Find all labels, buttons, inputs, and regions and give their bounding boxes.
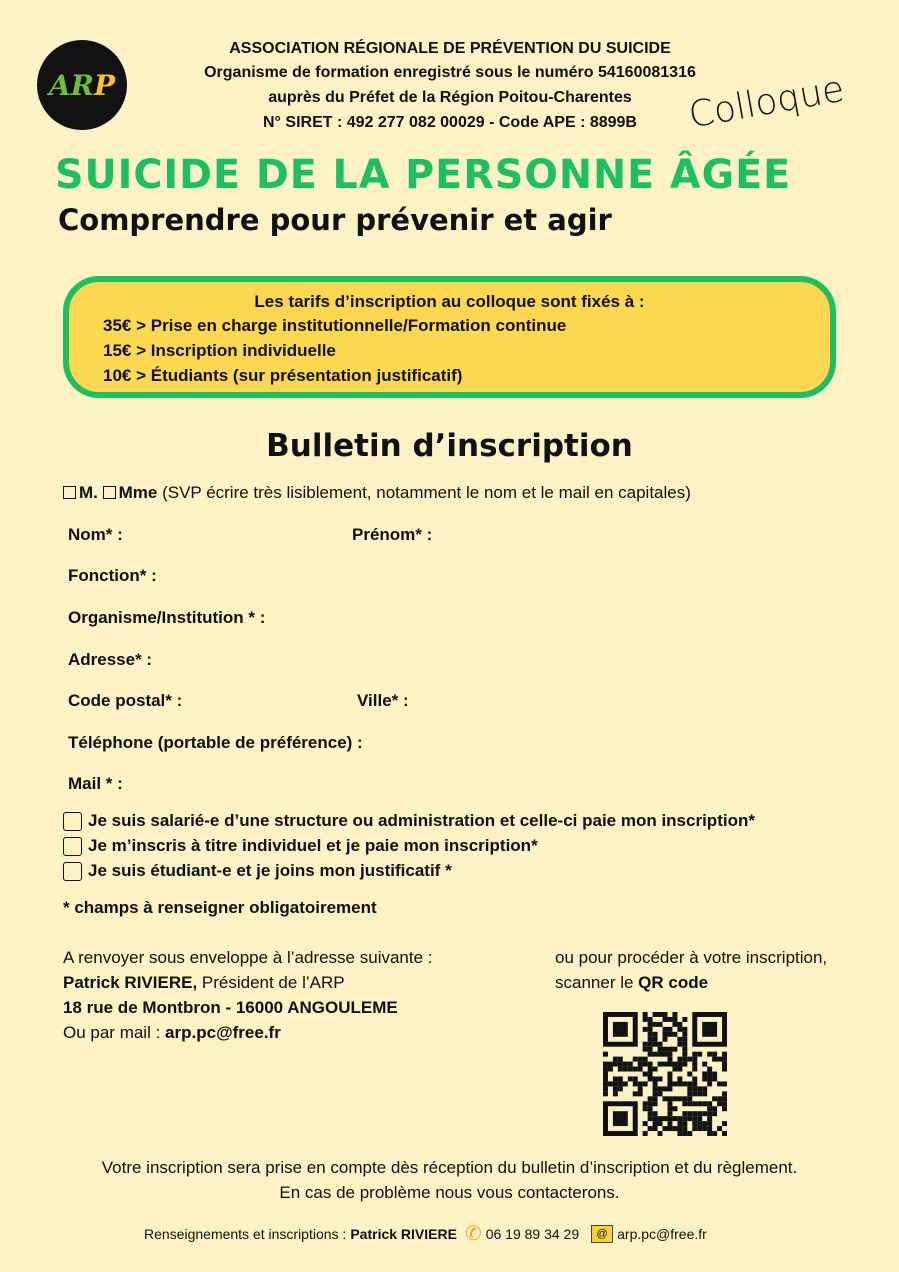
mail-link[interactable]: arp.pc@free.fr	[165, 1023, 281, 1042]
president-name: Patrick RIVIERE,	[63, 973, 198, 992]
telephone-input[interactable]	[402, 732, 782, 754]
send-address: 18 rue de Montbron - 16000 ANGOULEME	[63, 998, 398, 1017]
label-prenom: Prénom* :	[352, 525, 433, 544]
option-etudiant	[63, 861, 452, 881]
contact-name: Patrick RIVIERE	[350, 1225, 457, 1242]
send-intro: A renvoyer sous enveloppe à l’adresse suivante :	[63, 948, 433, 967]
page-subtitle: Comprendre pour prévenir et agir	[58, 203, 612, 237]
nom-input[interactable]	[140, 524, 340, 546]
president-role: Président de l’ARP	[197, 973, 345, 992]
checkbox-mme[interactable]	[103, 486, 116, 499]
prenom-input[interactable]	[448, 524, 648, 546]
option-label: Je suis salarié-e d’une structure ou administration et celle-ci paie mon inscription*	[88, 811, 755, 830]
checkbox-individuel[interactable]	[63, 837, 82, 856]
tarifs-intro: Les tarifs d’inscription au colloque sont fixés à :	[254, 292, 645, 311]
send-name	[63, 973, 345, 993]
qr-line-1: ou pour procéder à votre inscription,	[555, 948, 828, 967]
form-heading: Bulletin d’inscription	[266, 428, 633, 464]
contact-prefix: Renseignements et inscriptions :	[144, 1225, 347, 1242]
label-organisme: Organisme/Institution * :	[68, 608, 266, 627]
label-telephone: Téléphone (portable de préférence) :	[68, 733, 363, 752]
checkbox-etudiant[interactable]	[63, 862, 82, 881]
label-adresse: Adresse* :	[68, 650, 153, 669]
civility-note: (SVP écrire très lisiblement, notamment le nom et le mail en capitales)	[162, 483, 691, 502]
contact-email[interactable]: arp.pc@free.fr	[617, 1225, 707, 1242]
option-label: Je suis étudiant-e et je joins mon justificatif *	[88, 861, 452, 880]
qr-prefix: scanner le	[555, 973, 639, 992]
required-note: * champs à renseigner obligatoirement	[63, 898, 377, 917]
ville-input[interactable]	[420, 690, 800, 712]
option-label: Je m’inscris à titre individuel et je paie mon inscription*	[88, 836, 538, 855]
label-nom: Nom* :	[68, 525, 123, 544]
code-postal-input[interactable]	[200, 690, 350, 712]
label-ville: Ville* :	[357, 691, 409, 710]
civility-row	[63, 483, 691, 503]
email-icon: @	[591, 1225, 613, 1243]
phone-icon: ✆	[464, 1223, 482, 1245]
tarif-item: 35€ > Prise en charge institutionnelle/Formation continue	[103, 316, 567, 335]
option-individuel	[63, 836, 538, 856]
header-line-1: ASSOCIATION RÉGIONALE DE PRÉVENTION DU SUICIDE	[229, 40, 671, 57]
tarifs-box	[63, 276, 836, 398]
label-fonction: Fonction* :	[68, 566, 157, 585]
qr-bold: QR code	[638, 973, 709, 992]
header-line-3: auprès du Préfet de la Région Poitou-Charentes	[268, 89, 632, 106]
checkbox-salarie[interactable]	[63, 812, 82, 831]
tarif-item: 10€ > Étudiants (sur présentation justificatif)	[103, 366, 463, 385]
header-line-2: Organisme de formation enregistré sous le numéro 54160081316	[204, 64, 696, 81]
organisme-input[interactable]	[300, 607, 800, 629]
adresse-input[interactable]	[165, 649, 765, 671]
qr-code[interactable]	[603, 1012, 727, 1136]
arp-logo: ARP	[37, 40, 127, 130]
label-mme: Mme	[118, 483, 158, 502]
label-m: M.	[79, 483, 98, 502]
mail-prefix: Ou par mail :	[63, 1023, 166, 1042]
colloque-label: Colloque	[685, 68, 848, 137]
fonction-input[interactable]	[175, 565, 775, 587]
label-mail: Mail * :	[68, 774, 123, 793]
send-mail	[63, 1023, 281, 1043]
footer-line-2: En cas de problème nous vous contacterons.	[279, 1183, 620, 1202]
checkbox-m[interactable]	[63, 486, 76, 499]
tarif-item: 15€ > Inscription individuelle	[103, 341, 336, 360]
qr-line-2	[555, 973, 708, 993]
header-line-4: N° SIRET : 492 277 082 00029 - Code APE : 8899B	[263, 114, 637, 131]
mail-input[interactable]	[140, 773, 740, 795]
option-salarie	[63, 811, 755, 831]
footer-contact	[144, 1221, 707, 1246]
footer-line-1: Votre inscription sera prise en compte dès réception du bulletin d’inscription et du règlement.	[101, 1158, 798, 1177]
contact-phone[interactable]: 06 19 89 34 29	[485, 1225, 580, 1242]
label-code-postal: Code postal* :	[68, 691, 183, 710]
page-title: SUICIDE DE LA PERSONNE ÂGÉE	[55, 152, 792, 198]
